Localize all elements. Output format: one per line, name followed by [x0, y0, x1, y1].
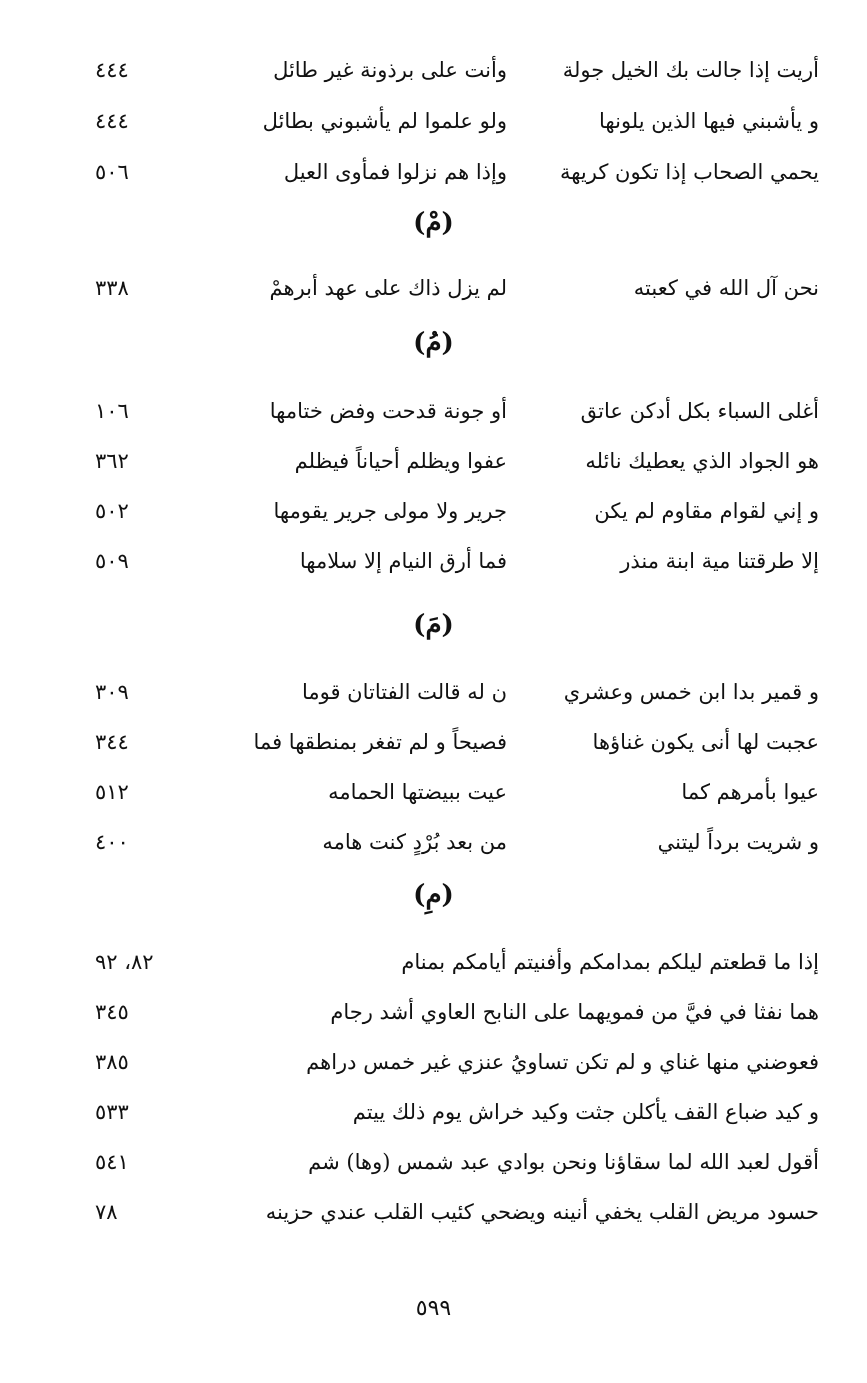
verse-row: [0, 1142, 867, 1182]
verse-row: [0, 722, 867, 762]
first-hemistich: هو الجواد الذي يعطيك نائله: [585, 449, 819, 473]
verse-row: [0, 491, 867, 531]
page-reference: ٤٤٤: [95, 109, 129, 133]
rhyme-heading: (مُ): [413, 328, 454, 358]
first-hemistich: و شريت برداً ليتني: [657, 830, 819, 854]
second-hemistich: ن له قالت الفتاتان قوما: [301, 680, 507, 704]
verse-row: [0, 391, 867, 431]
first-hemistich: عجبت لها أنى يكون غناؤها: [592, 730, 819, 754]
page-reference: ٨٢، ٩٢: [95, 950, 154, 974]
first-hemistich: و يأشبني فيها الذين يلونها: [599, 109, 819, 133]
page-reference: ٥١٢: [95, 780, 129, 804]
page-reference: ٥٠٩: [95, 549, 129, 573]
page-reference: ٥٤١: [95, 1150, 129, 1174]
verse-text: و كيد ضباع القف يأكلن جثت وكيد خراش يوم ذلك ييتم: [352, 1100, 819, 1124]
verse-row: [0, 822, 867, 862]
verse-row: [0, 992, 867, 1032]
page-reference: ٣٨٥: [95, 1050, 129, 1074]
rhyme-heading: (مَ): [413, 610, 454, 640]
verse-row: [0, 1192, 867, 1232]
second-hemistich: عيت ببيضتها الحمامه: [328, 780, 507, 804]
verse-text: فعوضني منها غناي و لم تكن تساويُ عنزي غير خمس دراهم: [306, 1050, 819, 1074]
verse-row: [0, 50, 867, 90]
second-hemistich: ولو علموا لم يأشبوني بطائل: [262, 109, 507, 133]
page-reference: ٣٦٢: [95, 449, 129, 473]
first-hemistich: أريت إذا جالت بك الخيل جولة: [562, 58, 819, 82]
page-reference: ٧٨: [95, 1200, 118, 1224]
page-reference: ٣٣٨: [95, 276, 129, 300]
page-reference: ٣٤٤: [95, 730, 129, 754]
verse-row: [0, 441, 867, 481]
first-hemistich: عيوا بأمرهم كما: [681, 780, 819, 804]
rhyme-heading: (مِ): [413, 880, 454, 910]
first-hemistich: و قمير بدا ابن خمس وعشري: [563, 680, 819, 704]
first-hemistich: إلا طرقتنا مية ابنة منذر: [620, 549, 819, 573]
second-hemistich: فصيحاً و لم تفغر بمنطقها فما: [253, 730, 507, 754]
verse-text: أقول لعبد الله لما سقاؤنا ونحن بوادي عبد شمس (وها) شم: [308, 1150, 819, 1174]
rhyme-heading: (مْ): [413, 208, 454, 238]
verse-row: [0, 1042, 867, 1082]
first-hemistich: أغلى السباء بكل أدكن عاتق: [580, 399, 819, 423]
verse-text: حسود مريض القلب يخفي أنينه ويضحي كئيب القلب عندي حزينه: [265, 1200, 819, 1224]
second-hemistich: من بعد بُرْدٍ كنت هامه: [322, 830, 507, 854]
first-hemistich: و إني لقوام مقاوم لم يكن: [594, 499, 819, 523]
page-reference: ٤٠٠: [95, 830, 129, 854]
second-hemistich: لم يزل ذاك على عهد أبرهمْ: [269, 276, 507, 300]
verse-row: [0, 101, 867, 141]
page-reference: ٣٤٥: [95, 1000, 129, 1024]
first-hemistich: يحمي الصحاب إذا تكون كريهة: [559, 160, 819, 184]
page-reference: ٥٠٦: [95, 160, 129, 184]
second-hemistich: وأنت على برذونة غير طائل: [273, 58, 507, 82]
first-hemistich: نحن آل الله في كعبته: [633, 276, 819, 300]
page-reference: ٥٠٢: [95, 499, 129, 523]
page-reference: ٥٣٣: [95, 1100, 129, 1124]
verse-row: [0, 942, 867, 982]
page-reference: ٣٠٩: [95, 680, 129, 704]
page-reference: ٤٤٤: [95, 58, 129, 82]
page-reference: ١٠٦: [95, 399, 129, 423]
verse-row: [0, 1092, 867, 1132]
verse-text: إذا ما قطعتم ليلكم بمدامكم وأفنيتم أيامكم بمنام: [401, 950, 819, 974]
second-hemistich: فما أرق النيام إلا سلامها: [299, 549, 507, 573]
verse-row: [0, 772, 867, 812]
verse-row: [0, 268, 867, 308]
verse-row: [0, 541, 867, 581]
second-hemistich: أو جونة قدحت وفض ختامها: [269, 399, 507, 423]
second-hemistich: عفوا ويظلم أحياناً فيظلم: [294, 449, 507, 473]
verse-text: هما نفثا في فيَّ من فمويهما على النابح العاوي أشد رجام: [330, 1000, 819, 1024]
verse-row: [0, 672, 867, 712]
second-hemistich: جرير ولا مولى جرير يقومها: [273, 499, 507, 523]
verse-row: [0, 152, 867, 192]
page-number: ٥٩٩: [415, 1296, 452, 1321]
second-hemistich: وإذا هم نزلوا فمأوى العيل: [283, 160, 507, 184]
